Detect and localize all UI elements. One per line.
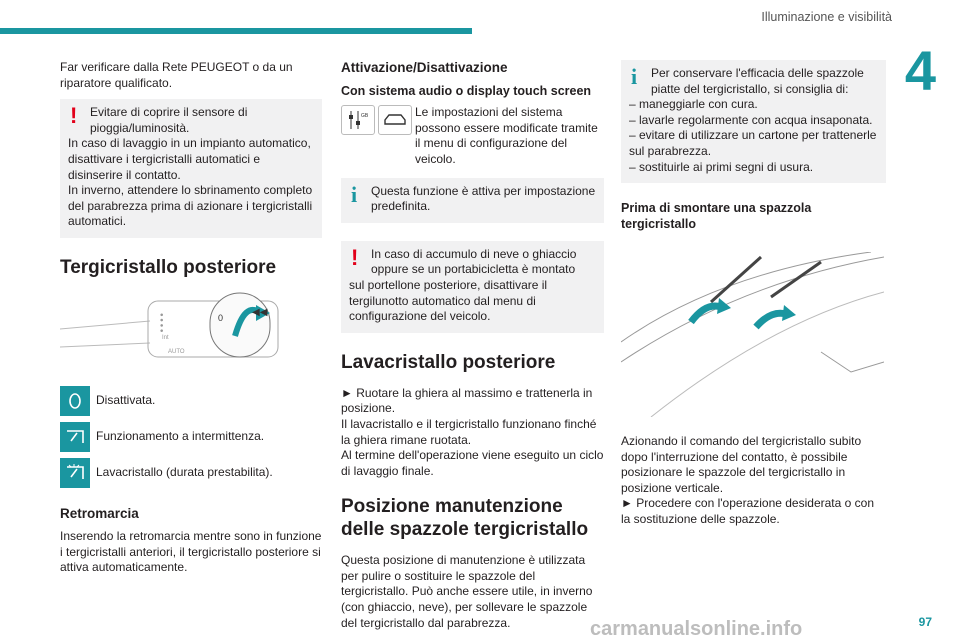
info-icon: i [631, 64, 638, 89]
settings-sliders-icon [341, 105, 375, 135]
warning-icon: ! [70, 103, 78, 129]
mode-label: Funzionamento a intermittenza. [96, 428, 265, 443]
windshield-wipers-illustration [621, 252, 884, 417]
warning-line: In caso di lavaggio in un impianto automatico, disattivare i tergicristalli automatici e disinserire il contatto. [68, 136, 311, 182]
wiper-stalk-illustration [60, 291, 322, 371]
reverse-text: Inserendo la retromarcia mentre sono in funzione i tergicristalli anteriori, il tergicristallo posteriore si attiva automaticamente. [60, 529, 322, 575]
step-text: ► Procedere con l'operazione desiderata o con la sostituzione delle spazzole. [621, 496, 874, 526]
before-removal-title: Prima di smontare una spazzola tergicristallo [621, 201, 812, 231]
column-2 [341, 60, 604, 639]
stalk-off-label: 0 [218, 312, 224, 323]
touch-screen-title: Con sistema audio o display touch screen [341, 83, 592, 98]
warning-line: In inverno, attendere lo sbrinamento completo del parabrezza prima di azionare i tergicristalli automatici. [68, 183, 313, 229]
watermark: carmanualsonline.info [590, 618, 803, 640]
warning-icon: ! [351, 244, 359, 270]
info-box-default [341, 178, 604, 223]
info-text: Questa funzione è attiva per impostazione predefinita. [371, 183, 596, 214]
maintenance-title: Posizione manutenzione delle spazzole tergicristallo [341, 496, 589, 541]
wiper-off-icon [60, 386, 90, 416]
washer-step: ► Ruotare la ghiera al massimo e trattenerla in posizione. [341, 385, 593, 416]
warning-lead: Evitare di coprire il sensore di pioggia/luminosità. [90, 105, 248, 135]
stalk-marks: ● ● ● ● [158, 312, 164, 333]
info-item: – lavarle regolarmente con acqua insaponata. [629, 112, 873, 127]
maintenance-text: Questa posizione di manutenzione è utilizzata per pulire o sostituire le spazzole del tergicristallo. Può anche essere utile, in inverno (con ghiaccio, neve), per sollevare le spazzole del tergicristallo dal parabrezza. [341, 553, 593, 630]
washer-text: Il lavacristallo e il tergicristallo funzionano finché la ghiera rimane ruotata. [341, 416, 597, 447]
info-lead: Per conservare l'efficacia delle spazzole piatte del tergicristallo, si consiglia di: [651, 66, 864, 96]
mode-label: Lavacristallo (durata prestabilita). [96, 464, 273, 479]
after-text: Azionando il comando del tergicristallo subito dopo l'interruzione del contatto, è possibile posizionare le spazzole del tergicristallo in posizione verticale. [621, 433, 862, 495]
info-icon: i [351, 181, 358, 207]
touch-screen-text: Le impostazioni del sistema possono essere modificate tramite il menu di configurazione del veicolo. [415, 105, 598, 166]
stalk-auto-label: AUTO [168, 348, 185, 355]
mode-row-off [60, 386, 322, 416]
warning-lead: In caso di accumulo di neve o ghiaccio oppure se un portabicicletta è montato [371, 246, 577, 277]
washer-text: Al termine dell'operazione viene eseguito un ciclo di lavaggio finale. [341, 448, 604, 478]
mode-row-washer [60, 458, 322, 488]
column-1 [60, 60, 322, 584]
warning-box-snow [341, 241, 604, 333]
stalk-int-label: Int [162, 334, 169, 341]
mode-row-intermittent [60, 422, 322, 452]
vehicle-icon [378, 105, 412, 135]
info-item: – sostituirle ai primi segni di usura. [629, 159, 814, 174]
section-title: Illuminazione e visibilità [761, 10, 892, 24]
info-item: – evitare di utilizzare un cartone per trattenerle sul parabrezza. [629, 128, 877, 158]
reverse-title: Retromarcia [60, 505, 139, 521]
touch-icon-label: GB [361, 113, 369, 120]
info-box-blades [621, 60, 886, 183]
page-number: 97 [918, 615, 932, 629]
washer-icon [60, 458, 90, 488]
touch-screen-row [341, 105, 604, 167]
header-bar [0, 28, 472, 34]
rear-washer-title: Lavacristallo posteriore [341, 351, 556, 373]
mode-label: Disattivata. [96, 392, 156, 407]
rear-wiper-title: Tergicristallo posteriore [60, 256, 277, 278]
wiper-intermittent-icon [60, 422, 90, 452]
info-item: – maneggiarle con cura. [629, 97, 758, 112]
svg-text:◀◀: ◀◀ [252, 306, 268, 318]
intro-text: Far verificare dalla Rete PEUGEOT o da un riparatore qualificato. [60, 60, 293, 90]
warning-line: sul portellone posteriore, disattivare il tergilunotto automatico dal menu di configurazione del veicolo. [349, 277, 548, 324]
chapter-number: 4 [904, 39, 936, 102]
column-3 [621, 60, 886, 536]
warning-box-sensor [60, 99, 322, 238]
activation-title: Attivazione/Disattivazione [341, 60, 508, 75]
